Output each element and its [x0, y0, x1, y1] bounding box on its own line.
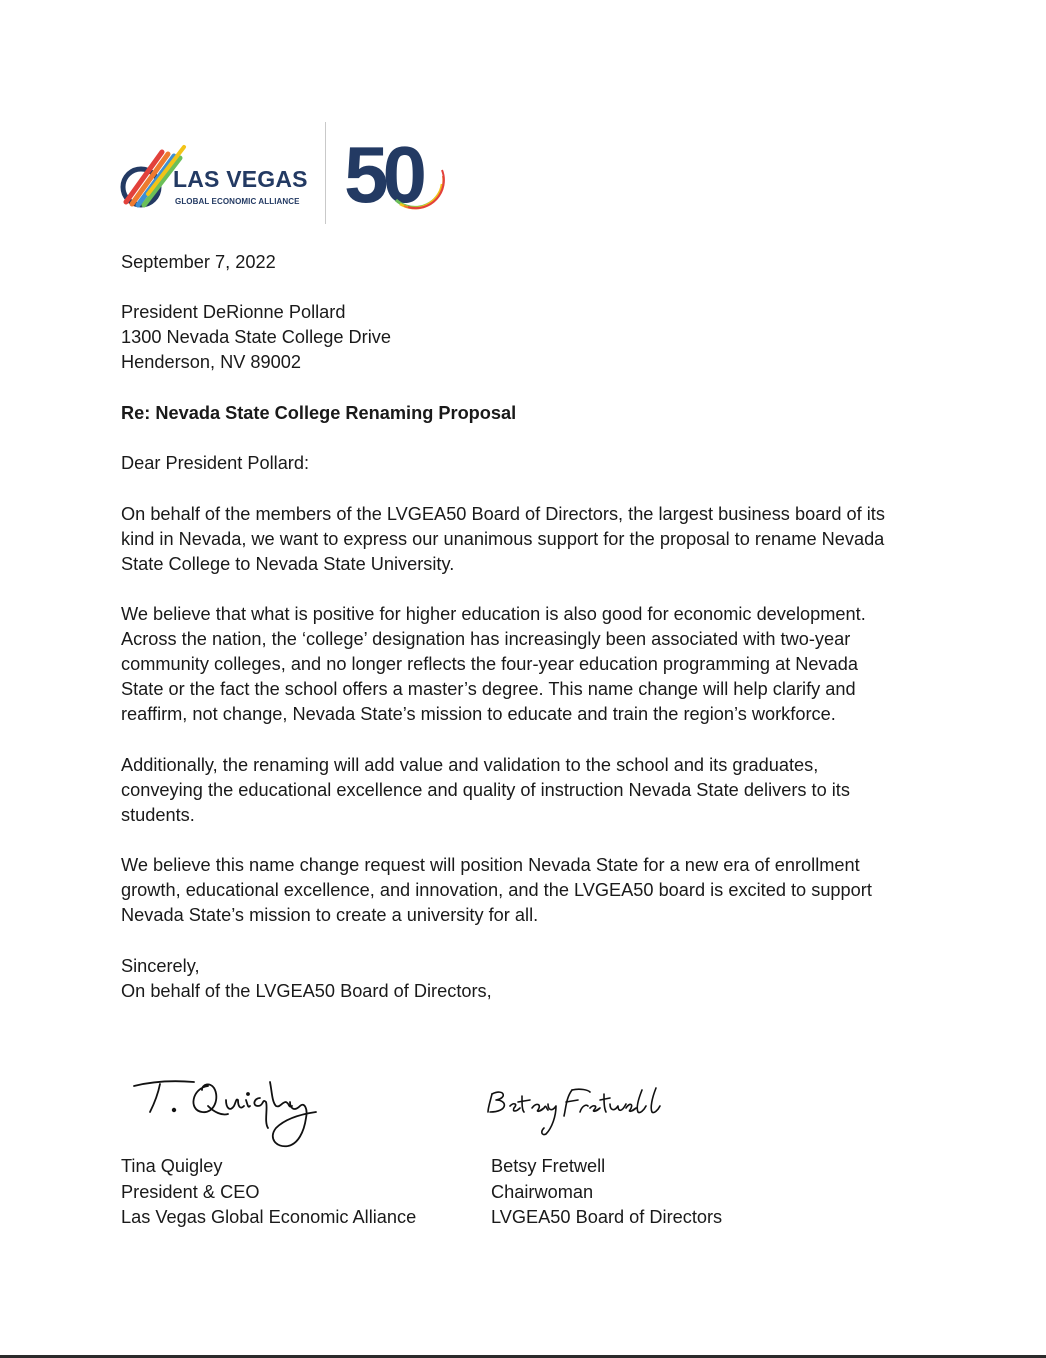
paragraph-line: Additionally, the renaming will add value and validation to the school and its graduates,	[121, 755, 819, 775]
recipient-line: President DeRionne Pollard	[121, 302, 346, 322]
paragraph-line: kind in Nevada, we want to express our unanimous support for the proposal to rename Nevada	[121, 529, 885, 549]
paragraph-line: On behalf of the members of the LVGEA50 Board of Directors, the largest business board of its	[121, 504, 885, 524]
signatory-organization: Las Vegas Global Economic Alliance	[121, 1207, 417, 1227]
signature-betsy-fretwell	[486, 1084, 686, 1144]
logo-divider	[325, 122, 326, 224]
subject-line: Re: Nevada State College Renaming Proposal	[121, 403, 517, 423]
paragraph-line: State College to Nevada State University.	[121, 554, 455, 574]
paragraph-line: Across the nation, the ‘college’ designation has increasingly been associated with two-year	[121, 629, 851, 649]
logo-subtitle: GLOBAL ECONOMIC ALLIANCE	[175, 197, 300, 206]
body-paragraph	[121, 602, 941, 727]
body-paragraph	[121, 753, 941, 828]
recipient-line: 1300 Nevada State College Drive	[121, 327, 391, 347]
body-paragraph	[121, 502, 941, 577]
paragraph-line: students.	[121, 805, 195, 825]
anniversary-50-mark	[344, 136, 448, 210]
body-paragraph	[121, 853, 941, 928]
signatory-block	[491, 1154, 722, 1231]
signatory-title: Chairwoman	[491, 1181, 594, 1202]
recipient-address	[121, 300, 941, 375]
salutation: Dear President Pollard:	[121, 453, 310, 473]
signatory-title: President & CEO	[121, 1181, 260, 1202]
paragraph-line: community colleges, and no longer reflects the four-year education programming at Nevada	[121, 654, 858, 674]
signature-tina-quigley	[130, 1072, 330, 1152]
closing-line: On behalf of the LVGEA50 Board of Directors,	[121, 981, 492, 1001]
closing	[121, 954, 941, 1004]
recipient-line: Henderson, NV 89002	[121, 352, 301, 372]
paragraph-line: We believe that what is positive for higher education is also good for economic development.	[121, 604, 866, 624]
paragraph-line: We believe this name change request will position Nevada State for a new era of enrollment	[121, 855, 860, 875]
paragraph-line: growth, educational excellence, and innovation, and the LVGEA50 board is excited to support	[121, 880, 872, 900]
signatory-name: Tina Quigley	[121, 1156, 223, 1176]
paragraph-line: conveying the educational excellence and quality of instruction Nevada State delivers to its	[121, 780, 850, 800]
signatory-name: Betsy Fretwell	[491, 1156, 606, 1176]
paragraph-line: State or the fact the school offers a master’s degree. This name change will help clarify and	[121, 679, 856, 699]
paragraph-line: Nevada State’s mission to create a university for all.	[121, 905, 539, 925]
paragraph-line: reaffirm, not change, Nevada State’s mission to educate and train the region’s workforce.	[121, 704, 836, 724]
closing-line: Sincerely,	[121, 956, 200, 976]
logo-name: LAS VEGAS	[173, 166, 308, 192]
signatory-block	[121, 1154, 416, 1231]
anniversary-number: 50	[344, 136, 421, 210]
lvgea50-logo	[118, 120, 458, 228]
letter-date: September 7, 2022	[121, 252, 276, 272]
signatory-organization: LVGEA50 Board of Directors	[491, 1207, 723, 1227]
